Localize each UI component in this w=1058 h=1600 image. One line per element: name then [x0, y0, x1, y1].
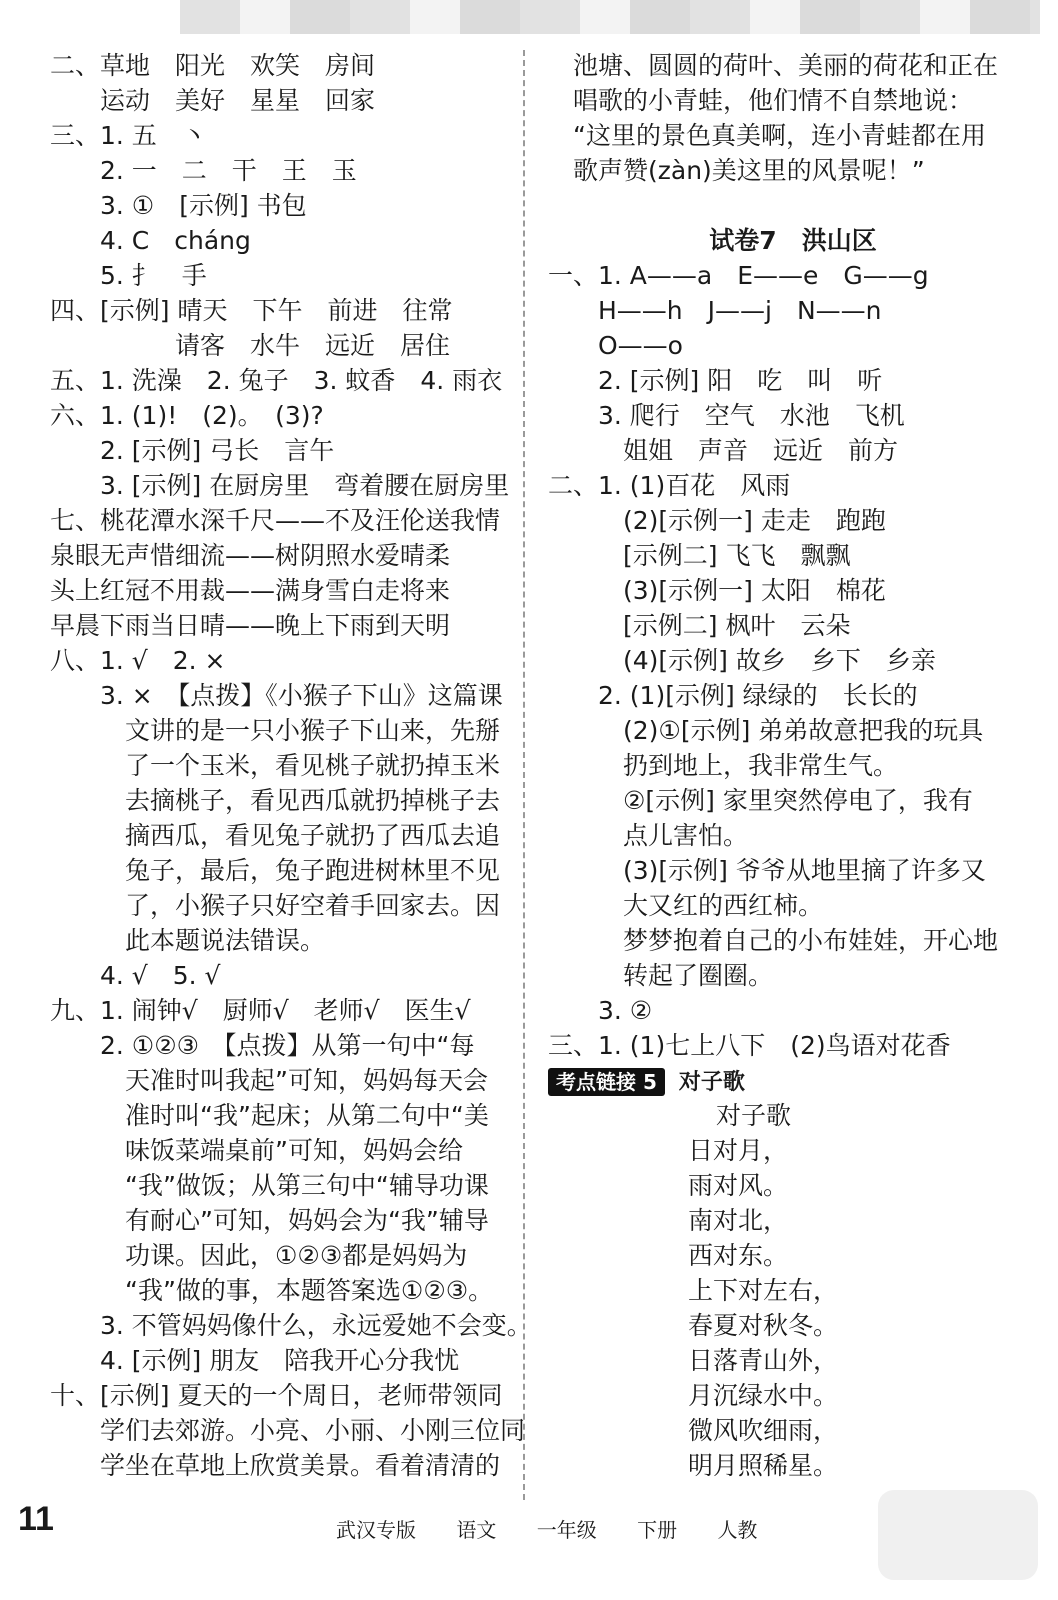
- answer-line: “我”做的事，本题答案选①②③。: [50, 1276, 494, 1305]
- answer-line: [示例二] 飞飞 飘飘: [548, 541, 851, 570]
- answer-line: 准时叫“我”起床；从第二句中“美: [50, 1101, 489, 1130]
- poem-line: 上下对左右，: [688, 1276, 839, 1305]
- footer-grade: 一年级: [536, 1518, 597, 1542]
- answer-line: 运动 美好 星星 回家: [50, 86, 376, 115]
- top-decorative-band: [180, 0, 1040, 34]
- answer-line: 兔子，最后，兔子跑进树林里不见: [50, 856, 501, 885]
- answer-line: 3. ②: [548, 996, 653, 1025]
- answer-line: 摘西瓜，看见兔子就扔了西瓜去追: [50, 821, 501, 850]
- watermark-logo: [878, 1490, 1038, 1580]
- answer-line: 4. C cháng: [50, 226, 251, 255]
- answer-line: 2. [示例] 阳 吃 叫 听: [548, 366, 883, 395]
- answer-line: 2. 一 二 干 王 玉: [50, 156, 357, 185]
- answer-line: 3. × 【点拨】《小猴子下山》这篇课: [50, 681, 503, 710]
- answer-line: 学坐在草地上欣赏美景。看着清清的: [50, 1451, 501, 1480]
- answer-line: H——h J——j N——n: [548, 296, 882, 325]
- left-column: [50, 48, 532, 1483]
- answer-line: [示例二] 枫叶 云朵: [548, 611, 851, 640]
- answer-line: 大又红的西红柿。: [548, 891, 824, 920]
- answer-line: 3. 爬行 空气 水池 飞机: [548, 401, 905, 430]
- answer-line: 二、1. (1)百花 风雨: [548, 471, 791, 500]
- footer-publisher: 人教: [717, 1518, 758, 1542]
- answer-line: 五、1. 洗澡 2. 兔子 3. 蚊香 4. 雨衣: [50, 366, 503, 395]
- answer-line: 十、[示例] 夏天的一个周日，老师带领同: [50, 1381, 503, 1410]
- answer-line-underlined: 3. 不管妈妈像什么，永远爱她不会变。: [50, 1311, 532, 1340]
- answer-line: 功课。因此，①②③都是妈妈为: [50, 1241, 468, 1270]
- answer-line: 六、1. (1)! (2)。 (3)?: [50, 401, 324, 430]
- poem-line: 明月照稀星。: [688, 1451, 839, 1480]
- poem-line: 春夏对秋冬。: [688, 1311, 839, 1340]
- answer-line: (3)[示例] 爷爷从地里摘了许多又: [548, 856, 986, 885]
- answer-line: 2. (1)[示例] 绿绿的 长长的: [548, 681, 918, 710]
- answer-line: 5. 扌 手: [50, 261, 207, 290]
- answer-line: 4. [示例] 朋友 陪我开心分我忧: [50, 1346, 460, 1375]
- answer-line: 请客 水牛 远近 居住: [50, 331, 451, 360]
- answer-line: 三、1. (1)七上八下 (2)鸟语对花香: [548, 1031, 951, 1060]
- answer-line: (4)[示例] 故乡 乡下 乡亲: [548, 646, 936, 675]
- poem-title: 对子歌: [716, 1101, 792, 1130]
- poem-line: 日对月，: [688, 1136, 789, 1165]
- poem-line: 雨对风。: [688, 1171, 789, 1200]
- answer-line: 三、1. 五 丶: [50, 121, 207, 150]
- poem-line: 微风吹细雨，: [688, 1416, 839, 1445]
- kaodian-tag: 考点链接 5: [548, 1068, 665, 1096]
- answer-line: 七、桃花潭水深千尺——不及汪伦送我情: [50, 506, 501, 535]
- answer-line: 梦梦抱着自己的小布娃娃，开心地: [548, 926, 999, 955]
- answer-line: 八、1. √ 2. ×: [50, 646, 226, 675]
- kaodian-header: [548, 1063, 1038, 1098]
- answer-line: 一、1. A——a E——e G——g: [548, 261, 929, 290]
- answer-line: 早晨下雨当日晴——晚上下雨到天明: [50, 611, 451, 640]
- poem-line: 日落青山外，: [688, 1346, 839, 1375]
- poem-line: 南对北，: [688, 1206, 789, 1235]
- footer-edition: 武汉专版: [336, 1518, 416, 1542]
- answer-line: (2)①[示例] 弟弟故意把我的玩具: [548, 716, 984, 745]
- answer-line: 唱歌的小青蛙，他们情不自禁地说：: [548, 86, 974, 115]
- answer-line: 转起了圈圈。: [548, 961, 774, 990]
- kaodian-title: 对子歌: [678, 1070, 745, 1095]
- answer-line: 点儿害怕。: [548, 821, 749, 850]
- answer-line: 四、[示例] 晴天 下午 前进 往常: [50, 296, 453, 325]
- answer-line: 3. [示例] 在厨房里 弯着腰在厨房里: [50, 471, 510, 500]
- answer-line: 了，小猴子只好空着手回家去。因: [50, 891, 501, 920]
- right-column: [548, 48, 1038, 1483]
- answer-line: 2. [示例] 弓长 言午: [50, 436, 335, 465]
- answer-line: (3)[示例一] 太阳 棉花: [548, 576, 886, 605]
- answer-line: 扔到地上，我非常生气。: [548, 751, 899, 780]
- answer-line: 有耐心”可知，妈妈会为“我”辅导: [50, 1206, 489, 1235]
- answer-line: ②[示例] 家里突然停电了，我有: [548, 786, 973, 815]
- column-divider: [523, 50, 525, 1500]
- answer-line: 池塘、圆圆的荷叶、美丽的荷花和正在: [548, 51, 999, 80]
- spacer-line: [548, 188, 1038, 223]
- answer-line: O——o: [548, 331, 683, 360]
- answer-line: 2. ①②③ 【点拨】从第一句中“每: [50, 1031, 475, 1060]
- answer-line: “这里的景色真美啊，连小青蛙都在用: [548, 121, 986, 150]
- answer-line: 泉眼无声惜细流——树阴照水爱晴柔: [50, 541, 451, 570]
- answer-line: 4. √ 5. √: [50, 961, 221, 990]
- poem-line: 西对东。: [688, 1241, 789, 1270]
- footer-subject: 语文: [456, 1518, 497, 1542]
- answer-line: 歌声赞(zàn)美这里的风景呢！”: [548, 156, 925, 185]
- answer-line: 了一个玉米，看见桃子就扔掉玉米: [50, 751, 501, 780]
- answer-line: 九、1. 闹钟√ 厨师√ 老师√ 医生√: [50, 996, 471, 1025]
- answer-line: 头上红冠不用裁——满身雪白走将来: [50, 576, 451, 605]
- footer-volume: 下册: [637, 1518, 678, 1542]
- answer-line: 此本题说法错误。: [50, 926, 326, 955]
- answer-line: 文讲的是一只小猴子下山来，先掰: [50, 716, 501, 745]
- answer-line: (2)[示例一] 走走 跑跑: [548, 506, 886, 535]
- answer-line: 味饭菜端桌前”可知，妈妈会给: [50, 1136, 463, 1165]
- answer-line: 去摘桃子，看见西瓜就扔掉桃子去: [50, 786, 501, 815]
- section-title: 试卷7 洪山区: [709, 226, 877, 255]
- poem-line: 月沉绿水中。: [688, 1381, 839, 1410]
- answer-line: “我”做饭；从第三句中“辅导功课: [50, 1171, 489, 1200]
- footer: [336, 1514, 779, 1543]
- page-number: 11: [18, 1500, 54, 1538]
- answer-line: 天准时叫我起”可知，妈妈每天会: [50, 1066, 488, 1095]
- answer-line: 3. ① [示例] 书包: [50, 191, 307, 220]
- answer-line: 学们去郊游。小亮、小丽、小刚三位同: [50, 1416, 526, 1445]
- answer-line: 姐姐 声音 远近 前方: [548, 436, 899, 465]
- answer-line: 二、草地 阳光 欢笑 房间: [50, 51, 376, 80]
